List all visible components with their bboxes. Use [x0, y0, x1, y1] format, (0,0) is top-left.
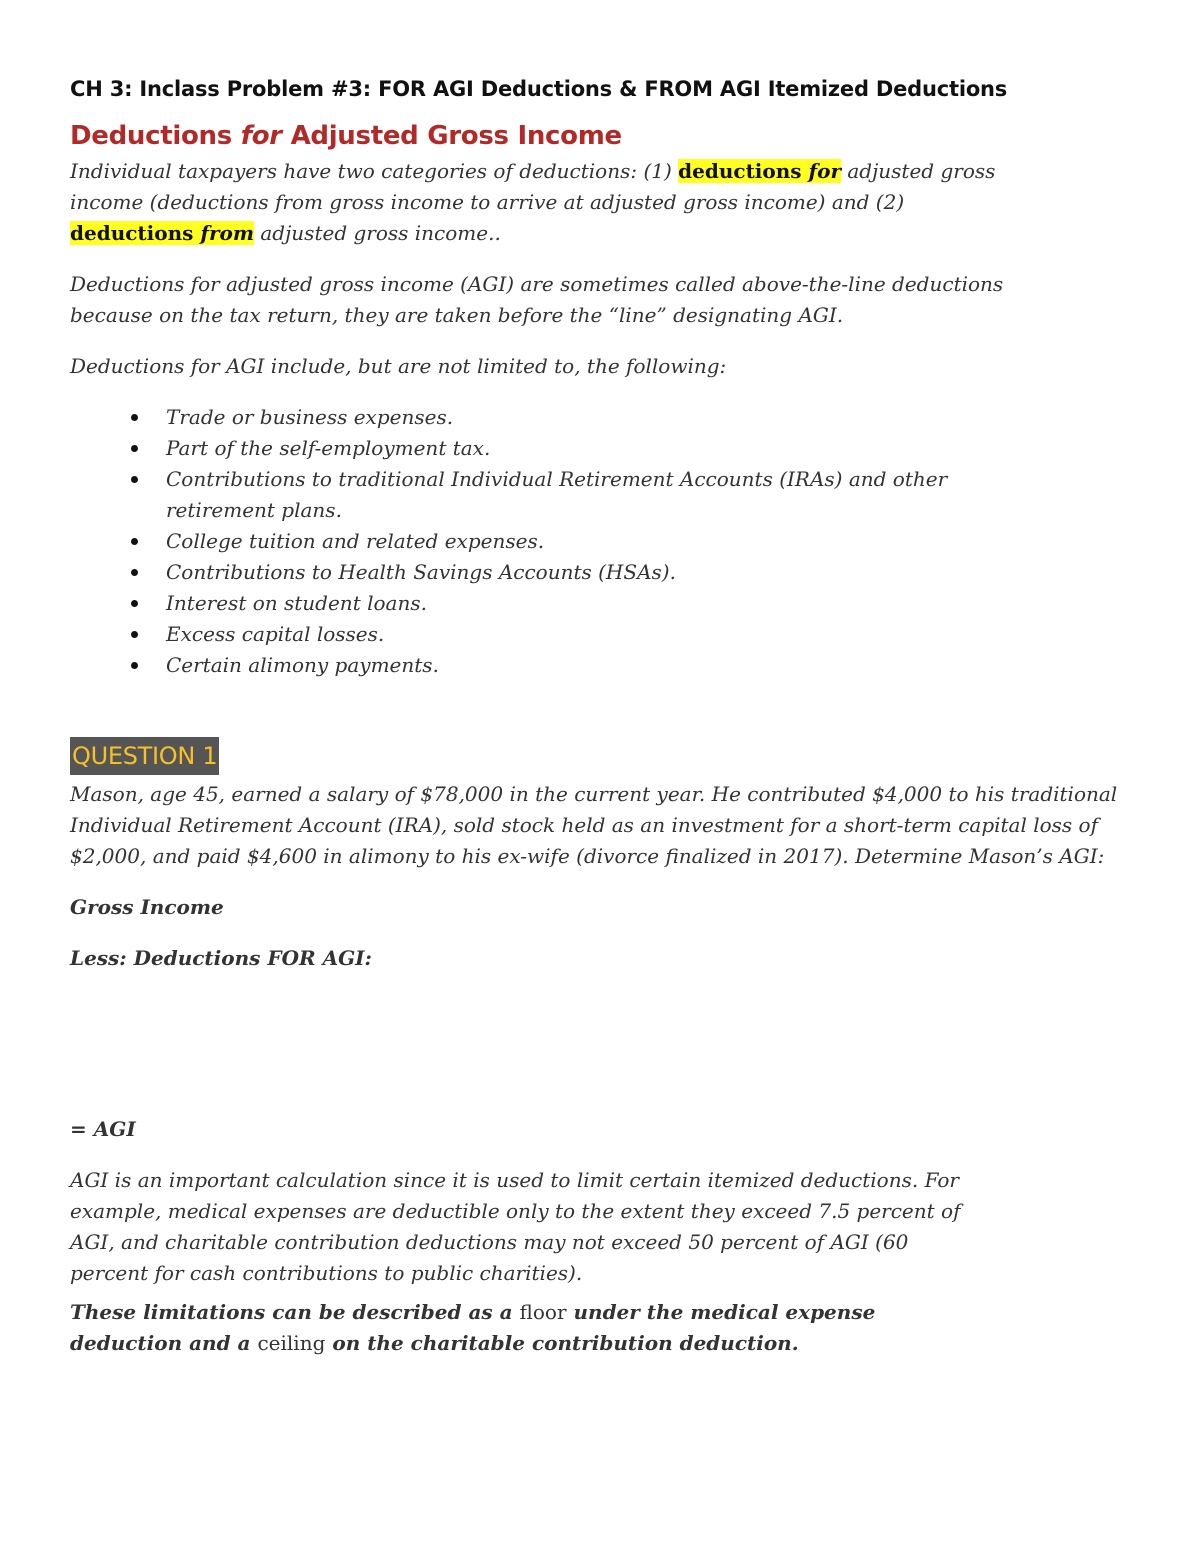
list-item-text: Contributions to traditional Individual Retirement Accounts (IRAs) and other retirement plans.	[166, 467, 948, 522]
limitations-paragraph	[70, 1297, 950, 1359]
list-item-text: Excess capital losses.	[166, 622, 385, 646]
bullet-icon	[131, 631, 138, 638]
section-heading	[70, 116, 1130, 156]
limitations-text-3: on the charitable contribution deduction.	[325, 1331, 799, 1355]
bullet-icon	[131, 476, 138, 483]
bullet-icon	[131, 538, 138, 545]
bullet-icon	[131, 569, 138, 576]
intro-paragraph	[70, 156, 1030, 249]
list-item	[70, 650, 1030, 681]
highlight-deductions-for	[678, 159, 841, 183]
list-item	[70, 557, 1030, 588]
list-item-text: Contributions to Health Savings Accounts (HSAs).	[166, 560, 676, 584]
document-title: CH 3: Inclass Problem #3: FOR AGI Deductions & FROM AGI Itemized Deductions	[70, 77, 1008, 101]
heading-pre: Deductions	[70, 121, 241, 151]
highlight-1-italic: for	[808, 159, 841, 183]
list-item-text: Interest on student loans.	[166, 591, 427, 615]
ceiling-term: ceiling	[257, 1331, 326, 1355]
limitations-text-1: These limitations can be described as a	[70, 1300, 520, 1324]
above-line-paragraph: Deductions for adjusted gross income (AGI) are sometimes called above-the-line deductions because on the tax return, they are taken before the “line” designating AGI.	[70, 272, 1004, 327]
list-item	[70, 619, 1030, 650]
intro-text-3: adjusted gross income..	[254, 221, 501, 245]
heading-italic: for	[240, 121, 282, 151]
list-item	[70, 526, 1030, 557]
list-item-text: Certain alimony payments.	[166, 653, 439, 677]
bullet-icon	[131, 600, 138, 607]
answer-space	[70, 974, 1130, 1094]
gross-income-label: Gross Income	[70, 895, 224, 919]
bullet-icon	[131, 445, 138, 452]
list-item-text: College tuition and related expenses.	[166, 529, 545, 553]
list-item-text: Trade or business expenses.	[166, 405, 454, 429]
highlight-deductions-from	[70, 221, 254, 245]
highlight-2-italic: from	[200, 221, 255, 245]
list-item	[70, 402, 1030, 433]
limitations-text-2: under the medical expense deduction and a	[70, 1300, 876, 1355]
question-text: Mason, age 45, earned a salary of $78,000 in the current year. He contributed $4,000 to his traditional Individual Retirement Account (IRA), sold stock held as an investment for a short-term capital loss of $2,000, and paid $4,600 in alimony to his ex-wife (divorce finalized in 2017). Determine Mason’s AGI:	[70, 782, 1118, 868]
list-item	[70, 433, 1030, 464]
list-item	[70, 588, 1030, 619]
agi-note-paragraph: AGI is an important calculation since it is used to limit certain itemized deductions. For example, medical expenses are deductible only to the extent they exceed 7.5 percent of AGI, and charitable contribution deductions may not exceed 50 percent of AGI (60 percent for cash contributions to public charities).	[70, 1168, 961, 1285]
list-item-text: Part of the self-employment tax.	[166, 436, 491, 460]
deductions-list	[70, 402, 1030, 681]
question-badge: QUESTION 1	[70, 737, 219, 775]
document-page	[70, 72, 1130, 1359]
list-intro: Deductions for AGI include, but are not limited to, the following:	[70, 354, 727, 378]
bullet-icon	[131, 662, 138, 669]
floor-term: floor	[519, 1300, 567, 1324]
bullet-icon	[131, 414, 138, 421]
less-deductions-label: Less: Deductions FOR AGI:	[70, 946, 372, 970]
highlight-1-text: deductions	[678, 159, 809, 183]
intro-text-1: Individual taxpayers have two categories of deductions: (1)	[70, 159, 679, 183]
list-item	[70, 464, 1030, 526]
highlight-2-text: deductions	[70, 221, 201, 245]
intro-text-2: adjusted gross income (deductions from gross income to arrive at adjusted gross income) and (2)	[70, 159, 996, 214]
agi-label: = AGI	[70, 1117, 136, 1141]
heading-post: Adjusted Gross Income	[281, 121, 622, 151]
